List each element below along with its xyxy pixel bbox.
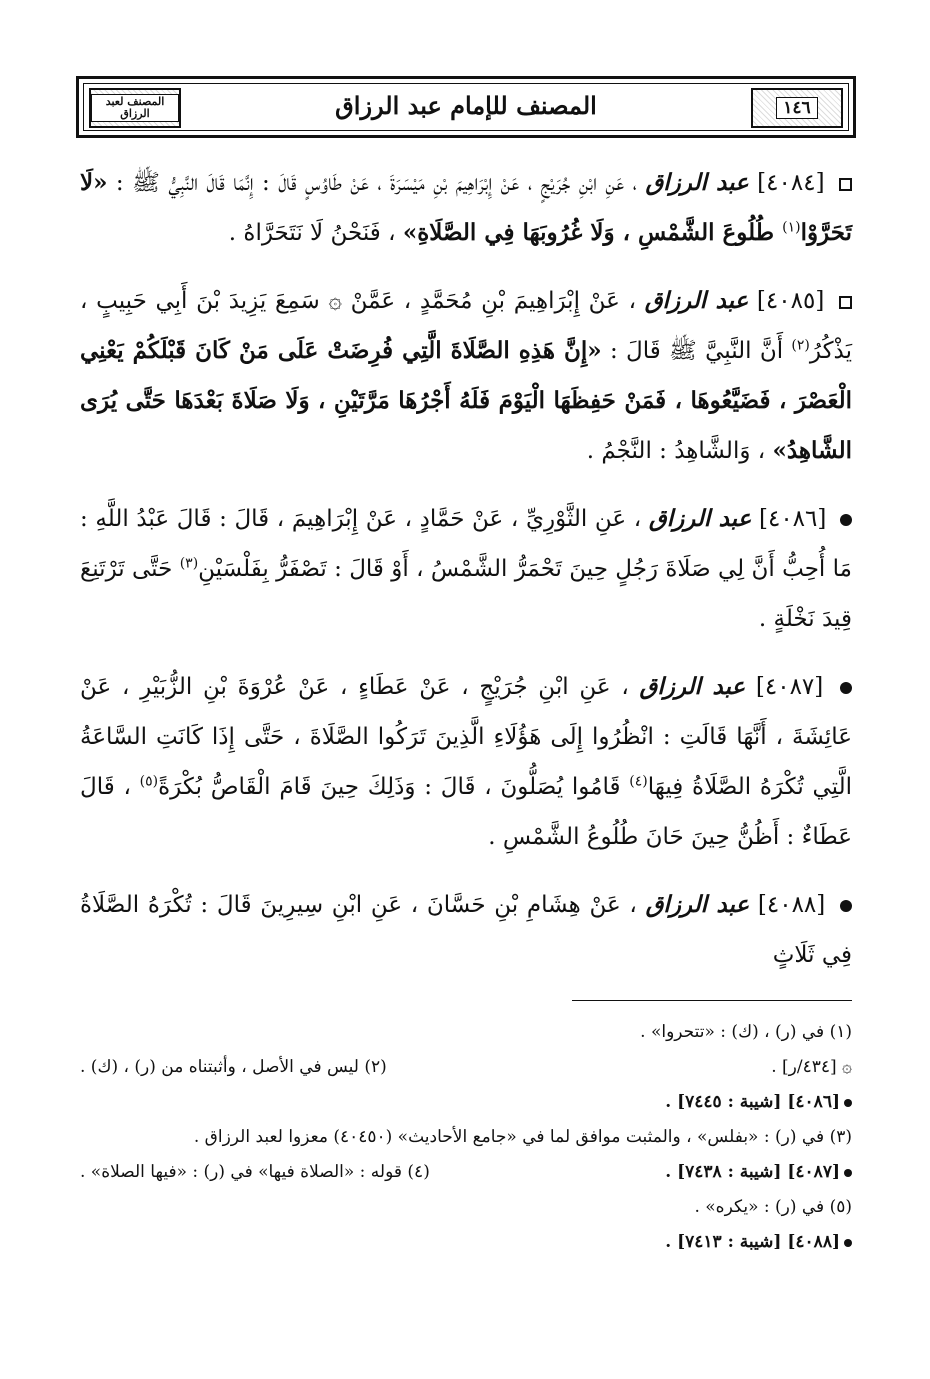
entry-quote: «لَا تَحَرَّوْا [80, 169, 852, 246]
hadith-entry-4085 [80, 276, 852, 476]
entry-author: عبد الرزاق [645, 891, 750, 918]
footnote-divider [572, 1000, 852, 1001]
filled-circle-icon [840, 682, 852, 694]
book-title: المصنف للإمام عبد الرزاق [335, 91, 597, 120]
page-number: ١٤٦ [776, 97, 817, 119]
entry-number: [٤٠٨٧] [755, 674, 824, 700]
entry-author: عبد الرزاق [645, 169, 749, 196]
footnote-marker: (٤) [629, 773, 648, 790]
footnote-4: (٤) قوله : «الصلاة فيها» في (ر) : «فيها الصلاة» . [80, 1162, 430, 1182]
entry-text: ، عَنِ ابْنِ جُرَيْجٍ ، عَنْ عَطَاءٍ ، عَنْ عُرْوَةَ بْنِ الزُّبَيْرِ ، عَنْ عَائِشَةَ ، أَنَّهَا قَالَتِ : انْظُرُوا إِلَى هَؤُلَاءِ الَّذِينَ تَرَكُوا الصَّلَاةَ ، حَتَّى إِذَا كَانَتِ السَّاعَةُ الَّتِي تُكْرَهُ الصَّلَاةُ فِيهَا [80, 674, 853, 800]
entry-number: [٤٠٨٨] [757, 892, 826, 918]
footnote-marker: (١) [782, 219, 801, 236]
page-header [76, 76, 856, 138]
entry-text: قَامُوا يُصَلُّونَ ، قَالَ : وَذَلِكَ حِينَ قَامَ الْقَاصُّ بُكْرَةً [158, 774, 630, 800]
page-number-ornament [751, 88, 843, 128]
hadith-entry-4087 [80, 662, 852, 862]
source-reference-4088 [80, 1232, 852, 1252]
source-reference-4087 [665, 1162, 852, 1182]
entry-text: ، عَنِ الثَّوْرِيِّ ، عَنْ حَمَّادٍ ، عَنْ إِبْرَاهِيمَ ، قَالَ : قَالَ عَبْدُ اللَّهِ : مَا أُحِبُّ أَنَّ لِي صَلَاةَ رَجُلٍ حِينَ تَحْمَرُّ الشَّمْسُ ، أَوْ قَالَ : تَصْفَرُّ بِفَلْسَيْنِ [80, 506, 852, 582]
footnote-row [80, 1057, 852, 1077]
entry-text: ، عَنْ إِبْرَاهِيمَ بْنِ مُحَمَّدٍ ، عَمَّنْ ۞ سَمِعَ يَزِيدَ بْنَ أَبِي حَبِيبٍ ، يَذْكُرُ [80, 288, 853, 364]
entry-text: ، قَالَ عَطَاءٌ : أَظُنُّ حِينَ حَانَ طُلُوعُ الشَّمْسِ . [80, 774, 852, 850]
entry-number: [٤٠٨٤] [757, 170, 825, 196]
folio-note: ۞ [٤٣٤/ر] . [771, 1057, 852, 1077]
footnote-1: (١) في (ر) ، (ك) : «تتحروا» . [640, 1022, 852, 1042]
hollow-circle-icon [839, 296, 852, 309]
entry-text: حَتَّى تَرْتَنِعَ قِيدَ نَخْلَةٍ . [80, 556, 852, 632]
source-reference-text: [٤٠٨٧] [شيبة : ٧٤٣٨] . [665, 1162, 840, 1182]
filled-circle-icon [844, 1099, 852, 1107]
footnote-3: (٣) في (ر) : «بفلس» ، والمثبت موافق لما في «جامع الأحاديث» (٤٠٤٥٠) معزوا لعبد الرزاق . [193, 1127, 852, 1147]
entry-author: عبد الرزاق [639, 673, 746, 700]
filled-circle-icon [844, 1169, 852, 1177]
entry-text: أَنَّ النَّبِيَّ ﷺ قَالَ : [601, 338, 792, 364]
entry-number: [٤٠٨٥] [756, 288, 825, 314]
source-reference-text: [٤٠٨٨] [شيبة : ٧٤١٣] . [665, 1232, 840, 1252]
footnote-5: (٥) في (ر) : «يكره» . [694, 1197, 852, 1217]
footnote-2: (٢) ليس في الأصل ، وأثبتناه من (ر) ، (ك) . [80, 1057, 387, 1077]
entry-quote: طُلُوعَ الشَّمْسِ ، وَلَا غُرُوبَهَا فِي الصَّلَاةِ» [402, 219, 783, 246]
entry-number: [٤٠٨٦] [758, 506, 827, 532]
hadith-entry-4088 [80, 880, 852, 980]
filled-circle-icon [840, 900, 852, 912]
footnote-marker: (٢) [791, 337, 810, 354]
entry-quote: «إِنَّ هَذِهِ الصَّلَاةَ الَّتِي فُرِضَتْ عَلَى مَنْ كَانَ قَبْلَكُمْ يَعْنِي الْعَصْرَ ، فَضَيَّعُوهَا ، فَمَنْ حَفِظَهَا الْيَوْمَ فَلَهُ أَجْرُهَا مَرَّتَيْنِ ، وَلَا صَلَاةَ بَعْدَهَا حَتَّى يُرَى الشَّاهِدُ» [80, 337, 852, 464]
hadith-entry-4084 [80, 158, 852, 258]
hollow-circle-icon [839, 178, 852, 191]
hadith-entry-4086 [80, 494, 852, 644]
entry-text: ، عَنِ ابْنِ جُرَيْجٍ ، عَنْ إِبْرَاهِيمَ بْنِ مَيْسَرَةَ ، عَنْ طَاوُسٍ قَالَ : إِنَّمَا قَالَ النَّبِيُّ ﷺ : [107, 170, 637, 196]
title-stamp-ornament [89, 88, 181, 128]
entry-author: عبد الرزاق [648, 505, 752, 532]
filled-circle-icon [840, 514, 852, 526]
hadith-entries [80, 158, 852, 998]
title-stamp: المصنف لعبد الرزاق [91, 94, 179, 122]
footnote-marker: (٥) [139, 773, 159, 790]
footnote-marker: (٣) [179, 555, 199, 572]
source-reference-text: [٤٠٨٦] [شيبة : ٧٤٤٥] . [665, 1092, 840, 1112]
footnote-row [80, 1162, 852, 1182]
entry-text: ، فَنَحْنُ لَا نَتَحَرَّاهُ . [228, 220, 403, 246]
filled-circle-icon [844, 1239, 852, 1247]
source-reference-4086 [80, 1092, 852, 1112]
footnotes [80, 1022, 852, 1267]
entry-author: عبد الرزاق [644, 287, 749, 314]
entry-text: ، عَنْ هِشَامِ بْنِ حَسَّانَ ، عَنِ ابْنِ سِيرِينَ قَالَ : تُكْرَهُ الصَّلَاةُ فِي ثَلَاثٍ [80, 892, 852, 968]
entry-text: ، وَالشَّاهِدُ : النَّجْمُ . [586, 438, 773, 464]
